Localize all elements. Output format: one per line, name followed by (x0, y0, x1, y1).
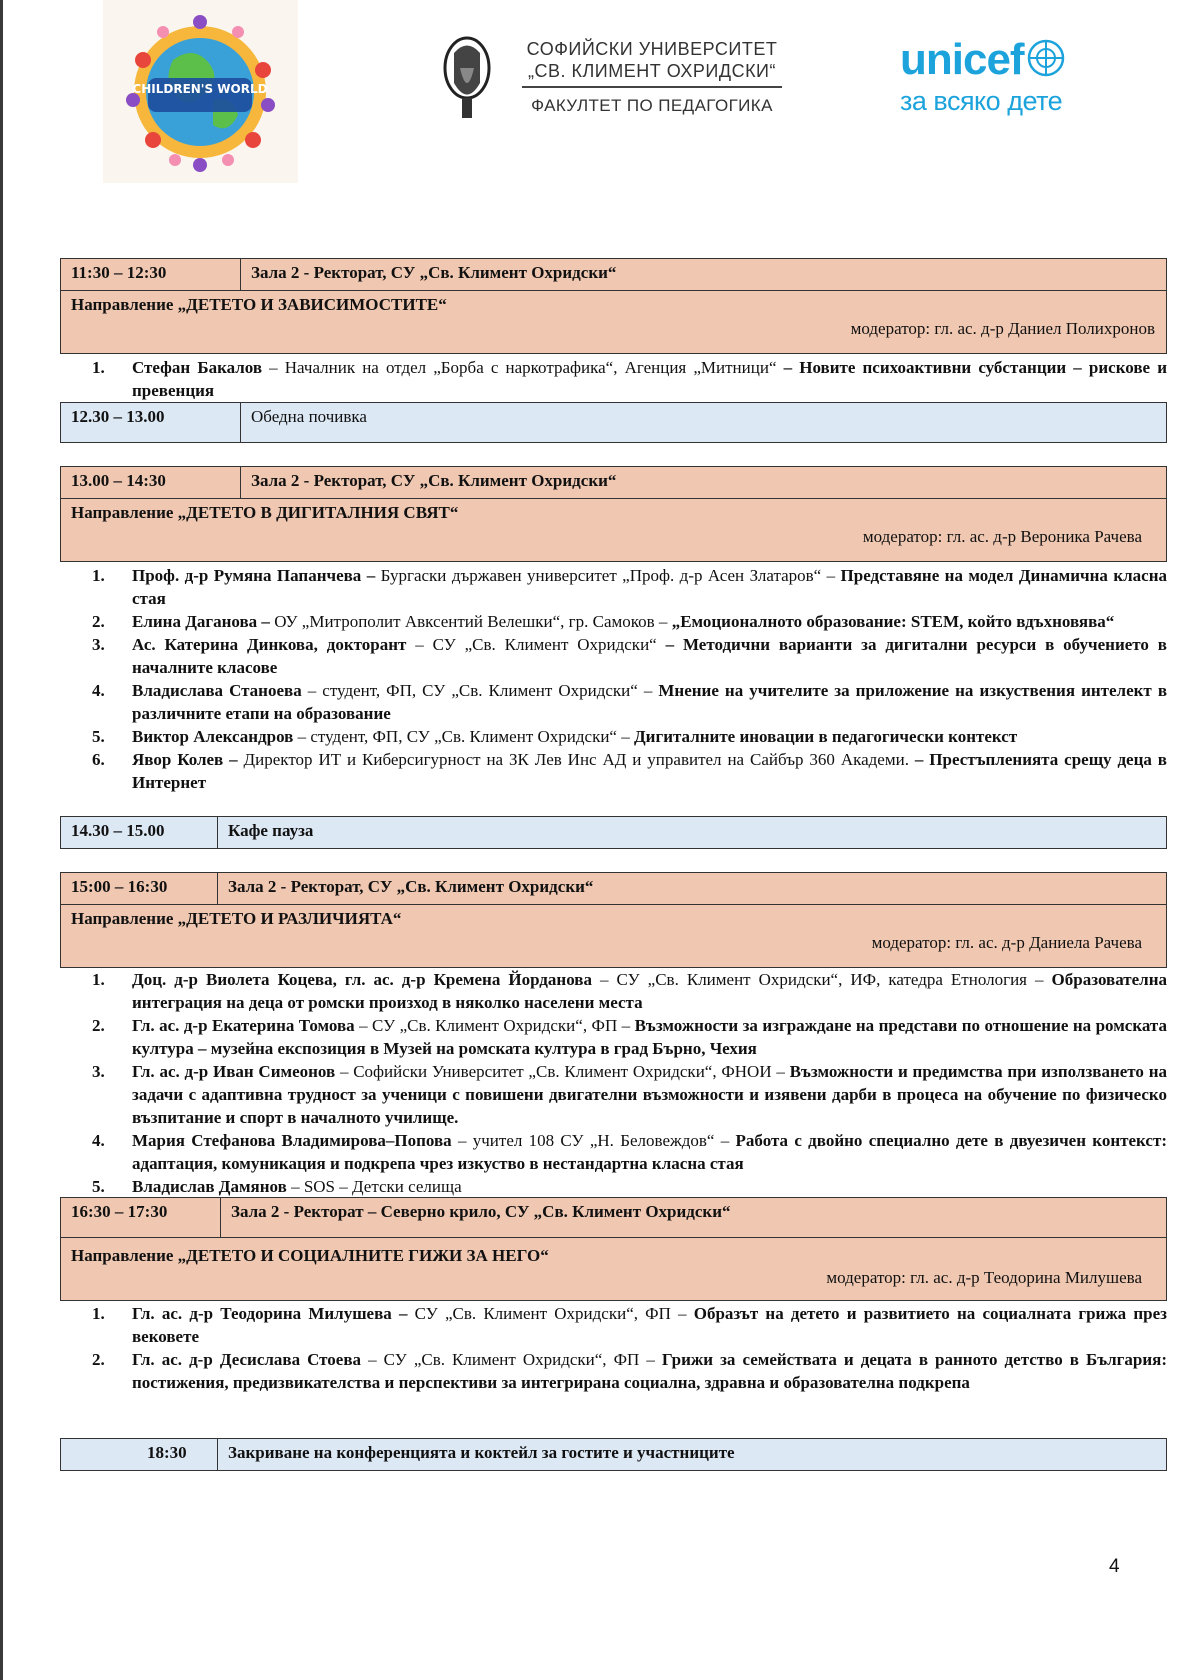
st-kliment-emblem-icon (432, 28, 502, 120)
unicef-globe-icon (1026, 38, 1066, 78)
logo-text: CHILDREN'S WORLD (132, 82, 268, 96)
unicef-logo (900, 35, 1100, 138)
coffee-break-block (60, 816, 1167, 849)
session-header (61, 259, 1166, 290)
session-place: Зала 2 - Ректорат, СУ „Св. Климент Охридски“ (251, 471, 617, 490)
list-item: 4. Мария Стефанова Владимирова–Попова – учител 108 СУ „Н. Беловеждов“ – Работа с двойно специално дете в двуезичен контекст: адаптация, комуникация и подкрепа чрез изкуство в нестандартна класна стая (92, 1131, 1167, 1173)
list-item: 2. Гл. ас. д-р Десислава Стоева – СУ „Св. Климент Охридски“, ФП – Грижи за семействата и децата в ранното детство в България: постижения, предизвикателства и перспективи за интегрирана социална, здравна и образователна подкрепа (92, 1350, 1167, 1392)
list-item: 2. Гл. ас. д-р Екатерина Томова – СУ „Св. Климент Охридски“, ФП – Възможности за изграждане на представи по отношение на ромската култура – музейна експозиция в Музей на ромската култура в град Бърно, Чехия (92, 1016, 1167, 1058)
closing-block (60, 1438, 1167, 1471)
moderator: модератор: гл. ас. д-р Теодорина Милушева (826, 1268, 1142, 1287)
session-time: 16:30 – 17:30 (61, 1198, 221, 1237)
globe-logo-icon (103, 0, 298, 183)
direction-title: Направление „ДЕТЕТО И СОЦИАЛНИТЕ ГИЖИ ЗА НЕГО“ (71, 1246, 549, 1265)
list-item: 3. Гл. ас. д-р Иван Симеонов – Софийски Университет „Св. Климент Охридски“, ФНОИ – Възможности и предимства при използването на задачи с адаптивна трудност за ученици с повишени двигателни възможности и изявени дарби в процеса на обучение по физическо възпитание и спорт в началното училище. (92, 1062, 1167, 1127)
list-item: 1. Гл. ас. д-р Теодорина Милушева – СУ „Св. Климент Охридски“, ФП – Образът на детето и развитието на социалната грижа през вековете (92, 1304, 1167, 1346)
session-time: 15:00 – 16:30 (61, 873, 218, 904)
session-place: Зала 2 - Ректорат – Северно крило, СУ „Св. Климент Охридски“ (231, 1202, 731, 1221)
session-direction-row (61, 498, 1166, 561)
session-3-list (92, 968, 1167, 1198)
closing-label: Закриване на конференцията и коктейл за гостите и участниците (228, 1443, 735, 1462)
unicef-tagline: за всяко дете (900, 86, 1063, 116)
page-number: 4 (1109, 1556, 1120, 1577)
lunch-break-block (60, 402, 1167, 443)
direction-title: Направление „ДЕТЕТО В ДИГИТАЛНИЯ СВЯТ“ (71, 503, 459, 522)
sofia-university-logo (432, 28, 792, 128)
session-4-list (92, 1302, 1167, 1394)
session-4-block (60, 1197, 1167, 1301)
session-header (61, 1198, 1166, 1237)
session-header (61, 467, 1166, 498)
closing-time: 18:30 (61, 1439, 218, 1470)
direction-title: Направление „ДЕТЕТО И ЗАВИСИМОСТИТЕ“ (71, 295, 447, 314)
list-item: 1. Проф. д-р Румяна Папанчева – Бургаски държавен университет „Проф. д-р Асен Златаров“ – Представяне на модел Динамична класна стая (92, 566, 1167, 608)
session-time: 13.00 – 14:30 (61, 467, 241, 498)
session-3-block (60, 872, 1167, 968)
list-item: 5. Виктор Александров – студент, ФП, СУ „Св. Климент Охридски“ – Дигиталните иновации в педагогически контекст (92, 727, 1018, 746)
session-header (61, 873, 1166, 904)
moderator: модератор: гл. ас. д-р Вероника Рачева (862, 527, 1142, 546)
session-direction-row (61, 1237, 1166, 1300)
session-2-list (92, 564, 1167, 794)
list-item: 3. Ас. Катерина Динкова, докторант – СУ „Св. Климент Охридски“ – Методични варианти за дигитални ресурси в обучението в началните класове (92, 635, 1167, 677)
break-label: Обедна почивка (251, 407, 367, 426)
moderator: модератор: гл. ас. д-р Даниела Рачева (871, 933, 1142, 952)
session-direction-row (61, 904, 1166, 967)
session-place: Зала 2 - Ректорат, СУ „Св. Климент Охридски“ (228, 877, 594, 896)
session-place: Зала 2 - Ректорат, СУ „Св. Климент Охридски“ (251, 263, 617, 282)
break-time: 12.30 – 13.00 (61, 403, 241, 442)
direction-title: Направление „ДЕТЕТО И РАЗЛИЧИЯТА“ (71, 909, 402, 928)
session-1-block (60, 258, 1167, 354)
list-item: 1. Стефан Бакалов – Началник на отдел „Борба с наркотрафика“, Агенция „Митници“ – Новите психоактивни субстанции – рискове и превенция (92, 358, 1167, 400)
moderator: модератор: гл. ас. д-р Даниел Полихронов (850, 319, 1155, 338)
break-label: Кафе пауза (228, 821, 314, 840)
divider (522, 86, 782, 88)
break-time: 14.30 – 15.00 (61, 817, 218, 848)
list-item: 4. Владислава Станоева – студент, ФП, СУ „Св. Климент Охридски“ – Мнение на учителите за приложение на изкуствения интелект в различните етапи на образование (92, 681, 1167, 723)
university-name-line1: СОФИЙСКИ УНИВЕРСИТЕТ (526, 39, 778, 59)
list-item: 5. Владислав Дамянов – SOS – Детски селища (92, 1177, 462, 1196)
session-2-block (60, 466, 1167, 562)
unicef-name: unicef (900, 35, 1024, 84)
session-direction-row (61, 290, 1166, 353)
page-edge (0, 0, 3, 1680)
list-item: 6. Явор Колев – Директор ИТ и Киберсигурност на ЗК Лев Инс АД и управител на Сайбър 360 Академи. – Престъпленията срещу деца в Интернет (92, 750, 1167, 792)
childrens-world-logo (103, 0, 298, 183)
list-item: 2. Елина Даганова – ОУ „Митрополит Авксентий Велешки“, гр. Самоков – „Емоционалното образование: STEM, който вдъхновява“ (92, 612, 1115, 631)
faculty-name: ФАКУЛТЕТ ПО ПЕДАГОГИКА (531, 96, 773, 115)
list-item: 1. Доц. д-р Виолета Коцева, гл. ас. д-р Кремена Йорданова – СУ „Св. Климент Охридски“, ИФ, катедра Етнология – Образователна интеграция на деца от ромски произход в няколко населени места (92, 970, 1167, 1012)
session-1-list (92, 356, 1167, 402)
university-name-line2: „СВ. КЛИМЕНТ ОХРИДСКИ“ (528, 61, 776, 81)
session-time: 11:30 – 12:30 (61, 259, 241, 290)
